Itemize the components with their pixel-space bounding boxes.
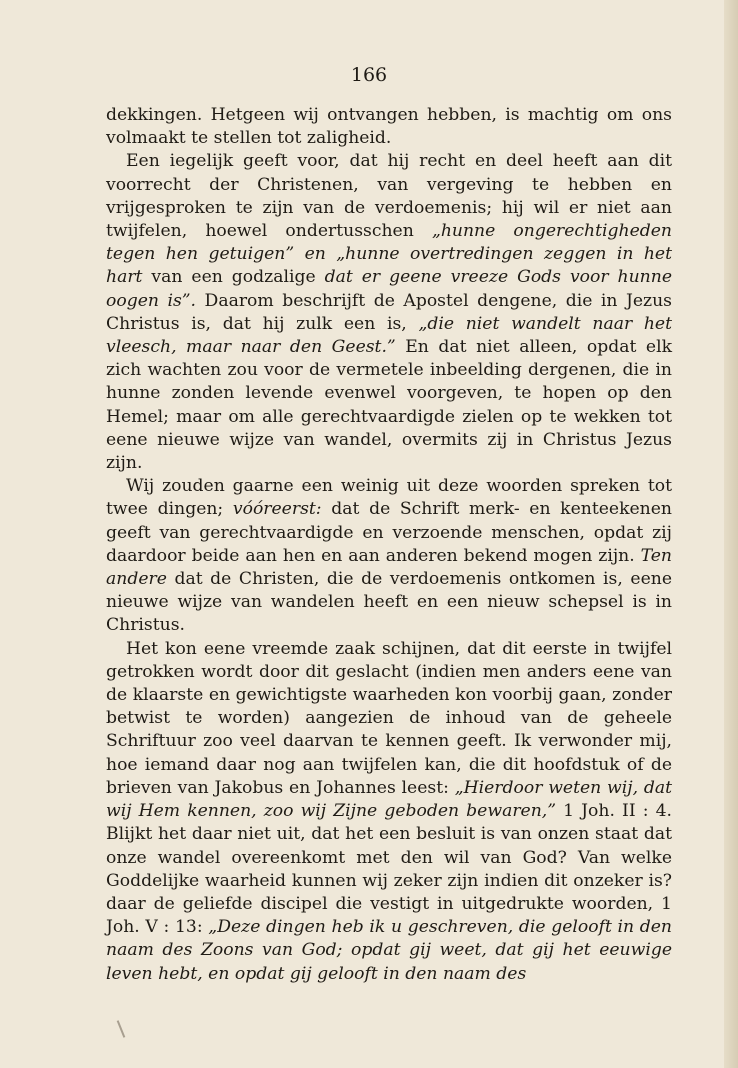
text-segment: dat de Christen, die de verdoemenis ontkomen is, eene nieuwe wijze van wandelen heeft en een nieuw schepsel is in Christus.: [106, 569, 672, 636]
text-segment: Het kon eene vreemde zaak schijnen, dat dit eerste in twijfel getrokken wordt door dit geslacht (indien men anders eene van de klaarste en gewichtigste waarheden kon voorbij gaan, zonder betwist te worden) aangezien de inhoud van de geheele Schriftuur zoo veel daarvan te kennen geeft. Ik verwonder mij, hoe iemand daar nog aan twijfelen kan, die dit hoofdstuk of de brieven van Jakobus en Johannes leest:: [106, 638, 672, 798]
italic-text-segment: „Deze dingen heb ik u geschreven, die gelooft in den naam des Zoons van God; opdat gij weet, dat gij het eeuwige leven hebt, en opdat gij gelooft in den naam des: [106, 917, 672, 984]
paragraph: [106, 150, 672, 475]
text-segment: van een godzalige: [142, 267, 325, 288]
text-segment: Wij zouden gaarne een weinig uit deze woorden spreken tot twee dingen;: [106, 476, 672, 520]
paragraph: [106, 104, 672, 150]
ink-mark: [117, 1020, 126, 1037]
body-text: [106, 104, 672, 986]
text-segment: dat de Schrift merk- en kenteekenen geeft van gerechtvaardigde en verzoende menschen, opdat zij daardoor beide aan hen en aan anderen bekend mogen zijn.: [106, 499, 672, 566]
italic-text-segment: Ten andere: [106, 545, 672, 590]
text-segment: dekkingen. Hetgeen wij ontvangen hebben, is machtig om ons volmaakt te stellen tot zaligheid.: [106, 105, 672, 149]
text-segment: En dat niet alleen, opdat elk zich wachten zou voor de vermetele inbeelding dergenen, die in hunne zonden levende evenwel voorgeven, te hopen op den Hemel; maar om alle gerechtvaardigde zielen op te wekken tot eene nieuwe wijze van wandel, overmits zij in Christus Jezus zijn.: [106, 337, 672, 474]
page-edge-shadow: [724, 0, 738, 1068]
text-segment: Daarom beschrijft de Apostel dengene, die in Jezus Christus is, dat hij zulk een is,: [106, 290, 672, 334]
paragraph: [106, 475, 672, 637]
text-segment: 1 Joh. II : 4. Blijkt het daar niet uit, dat het een besluit is van onzen staat dat onze wandel overeenkomt met den wil van God? Van welke Goddelijke waarheid kunnen wij zeker zijn indien dit onzeker is? daar de geliefde discipel die vestigt in uitgedrukte woorden, 1 Joh. V : 13:: [106, 801, 672, 938]
italic-text-segment: „die niet wandelt naar het vleesch, maar naar den Geest.”: [106, 313, 672, 358]
text-segment: Een iegelijk geeft voor, dat hij recht en deel heeft aan dit voorrecht der Christenen, van vergeving te hebben en vrijgesproken te zijn van de verdoemenis; hij wil er niet aan twijfelen, hoewel ondertusschen: [106, 151, 672, 242]
paragraph: [106, 638, 672, 986]
page-number: 166: [350, 64, 388, 86]
italic-text-segment: vóóreerst:: [232, 499, 322, 520]
italic-text-segment: dat er geene vreeze Gods voor hunne oogen is”.: [106, 267, 672, 311]
italic-text-segment: „Hierdoor weten wij, dat wij Hem kennen, zoo wij Zijne geboden bewaren,”: [106, 777, 672, 822]
italic-text-segment: „hunne ongerechtigheden tegen hen getuigen” en „hunne overtredingen zeggen in het hart: [106, 221, 672, 288]
